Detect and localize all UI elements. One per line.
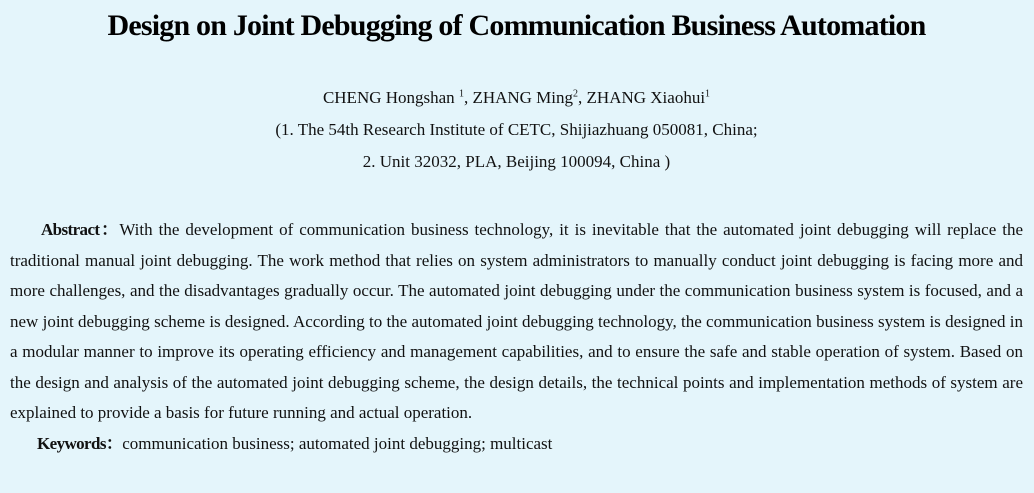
author-affiliation-mark: 1 (458, 88, 464, 100)
paper-title: Design on Joint Debugging of Communication Business Automation (107, 9, 926, 42)
author-name: CHENG Hongshan (322, 88, 455, 107)
keywords-line (10, 429, 1023, 460)
author-separator: , (578, 88, 587, 107)
author-name: ZHANG Ming (472, 88, 574, 107)
author-line (10, 88, 1023, 108)
affiliation-2: 2. Unit 32032, PLA, Beijing 100094, China ) (362, 152, 671, 171)
abstract-paragraph (10, 215, 1023, 429)
author-separator: , (463, 88, 473, 107)
keywords-label: Keywords： (37, 433, 123, 453)
affiliation-1: (1. The 54th Research Institute of CETC, Shijiazhuang 050081, China; (275, 120, 758, 139)
keywords-text: communication business; automated joint debugging; multicast (122, 433, 553, 453)
author-name: ZHANG Xiaohui (586, 88, 706, 107)
abstract-label: Abstract： (41, 220, 120, 239)
author-affiliation-mark: 2 (573, 88, 579, 100)
abstract-text: With the development of communication business technology, it is inevitable that the automated joint debugging will replace the traditional manual joint debugging. The work method that relies on system administrators to manually conduct joint debugging is facing more and more challenges, and the disadvantages gradually occur. The automated joint debugging under the communication business system is focused, and a new joint debugging scheme is designed. According to the automated joint debugging technology, the communication business system is designed in a modular manner to improve its operating efficiency and management capabilities, and to ensure the safe and stable operation of system. Based on the design and analysis of the automated joint debugging scheme, the design details, the technical points and implementation methods of system are explained to provide a basis for future running and actual operation. (10, 220, 1023, 422)
author-affiliation-mark: 1 (705, 88, 711, 100)
